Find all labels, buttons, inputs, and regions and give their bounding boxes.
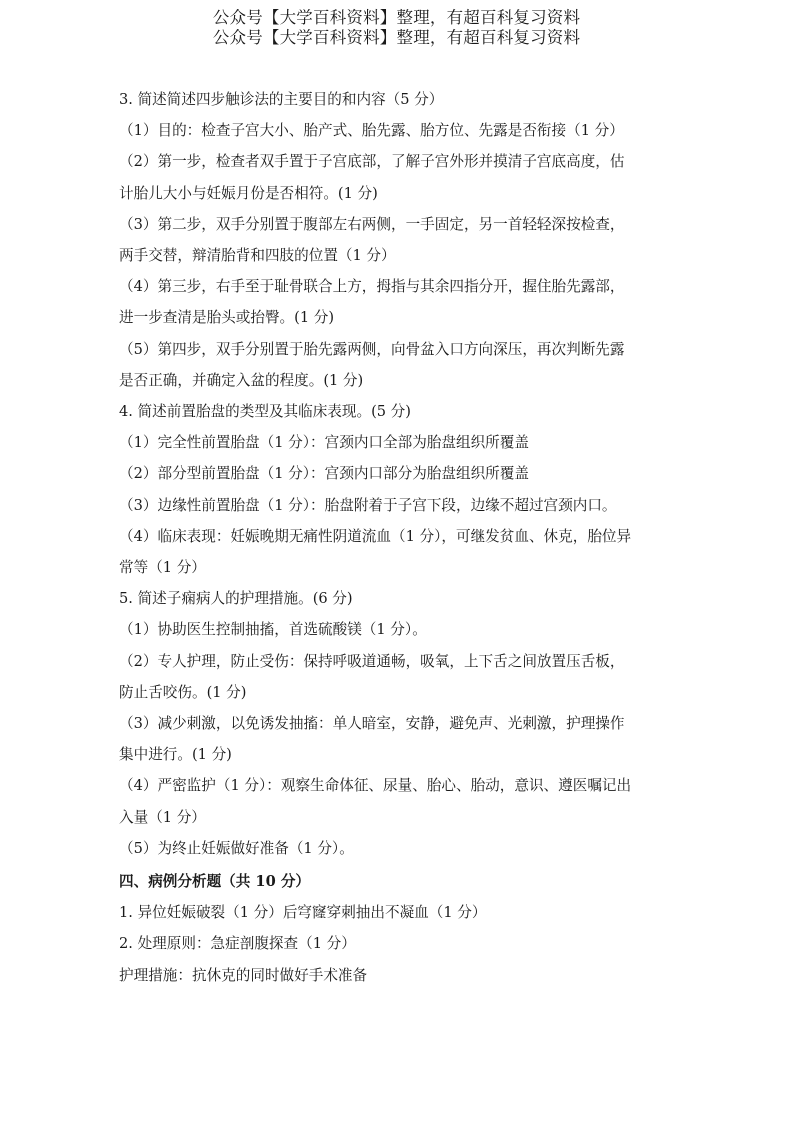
q4-answer-line: （4）临床表现：妊娠晚期无痛性阴道流血（1 分），可继发贫血、休克，胎位异 bbox=[119, 527, 632, 545]
question-5-title: 5. 简述子痫病人的护理措施。(6 分) bbox=[119, 590, 353, 608]
q4-answer-line: （2）部分型前置胎盘（1 分）：宫颈内口部分为胎盘组织所覆盖 bbox=[119, 465, 529, 483]
q4-answer-line: 常等（1 分） bbox=[119, 559, 206, 577]
question-4-title: 4. 简述前置胎盘的类型及其临床表现。(5 分) bbox=[119, 403, 411, 421]
document-body bbox=[119, 84, 679, 991]
q3-answer-line: （5）第四步，双手分别置于胎先露两侧，向骨盆入口方向深压，再次判断先露 bbox=[119, 340, 625, 358]
q5-answer-line: 集中进行。(1 分) bbox=[119, 746, 232, 764]
q3-answer-line: 计胎儿大小与妊娠月份是否相符。(1 分) bbox=[119, 184, 378, 202]
case-analysis-line: 1. 异位妊娠破裂（1 分）后穹窿穿刺抽出不凝血（1 分） bbox=[119, 904, 487, 922]
q4-answer-line: （3）边缘性前置胎盘（1 分）：胎盘附着于子宫下段，边缘不超过宫颈内口。 bbox=[119, 496, 617, 514]
header-watermark-line-2: 公众号【大学百科资料】整理，有超百科复习资料 bbox=[212, 28, 581, 47]
q5-answer-line: 防止舌咬伤。(1 分) bbox=[119, 683, 247, 701]
q5-answer-line: （5）为终止妊娠做好准备（1 分）。 bbox=[119, 839, 354, 857]
q5-answer-line: （3）减少刺激，以免诱发抽搐：单人暗室，安静，避免声、光刺激，护理操作 bbox=[119, 715, 625, 733]
q5-answer-line: （4）严密监护（1 分）：观察生命体征、尿量、胎心、胎动，意识、遵医嘱记出 bbox=[119, 777, 632, 795]
q3-answer-line: （3）第二步，双手分别置于腹部左右两侧，一手固定，另一首轻轻深按检查， bbox=[119, 215, 625, 233]
q5-answer-line: （2）专人护理，防止受伤：保持呼吸道通畅，吸氧，上下舌之间放置压舌板， bbox=[119, 652, 625, 670]
page-header bbox=[0, 8, 793, 48]
q3-answer-line: （2）第一步，检查者双手置于子宫底部，了解子宫外形并摸清子宫底高度，估 bbox=[119, 153, 625, 171]
q3-answer-line: 进一步查清是胎头或抬臀。(1 分) bbox=[119, 309, 335, 327]
question-3-title: 3. 简述简述四步触诊法的主要目的和内容（5 分） bbox=[119, 91, 444, 108]
section-4-heading: 四、病例分析题（共 10 分） bbox=[119, 873, 311, 891]
q5-answer-line: （1）协助医生控制抽搐，首选硫酸镁（1 分）。 bbox=[119, 621, 427, 639]
q3-answer-line: 是否正确，并确定入盆的程度。(1 分) bbox=[119, 371, 364, 389]
q3-answer-line: 两手交替，辩清胎背和四肢的位置（1 分） bbox=[119, 247, 396, 265]
case-analysis-line: 2. 处理原则：急症剖腹探查（1 分） bbox=[119, 935, 356, 953]
q3-answer-line: （1）目的：检查子宫大小、胎产式、胎先露、胎方位、先露是否衔接（1 分） bbox=[119, 122, 624, 140]
case-analysis-line: 护理措施：抗休克的同时做好手术准备 bbox=[119, 966, 368, 984]
header-watermark-line-1: 公众号【大学百科资料】整理，有超百科复习资料 bbox=[212, 8, 581, 27]
q4-answer-line: （1）完全性前置胎盘（1 分）：宫颈内口全部为胎盘组织所覆盖 bbox=[119, 434, 529, 452]
q3-answer-line: （4）第三步，右手至于耻骨联合上方，拇指与其余四指分开，握住胎先露部， bbox=[119, 278, 625, 296]
q5-answer-line: 入量（1 分） bbox=[119, 808, 206, 826]
